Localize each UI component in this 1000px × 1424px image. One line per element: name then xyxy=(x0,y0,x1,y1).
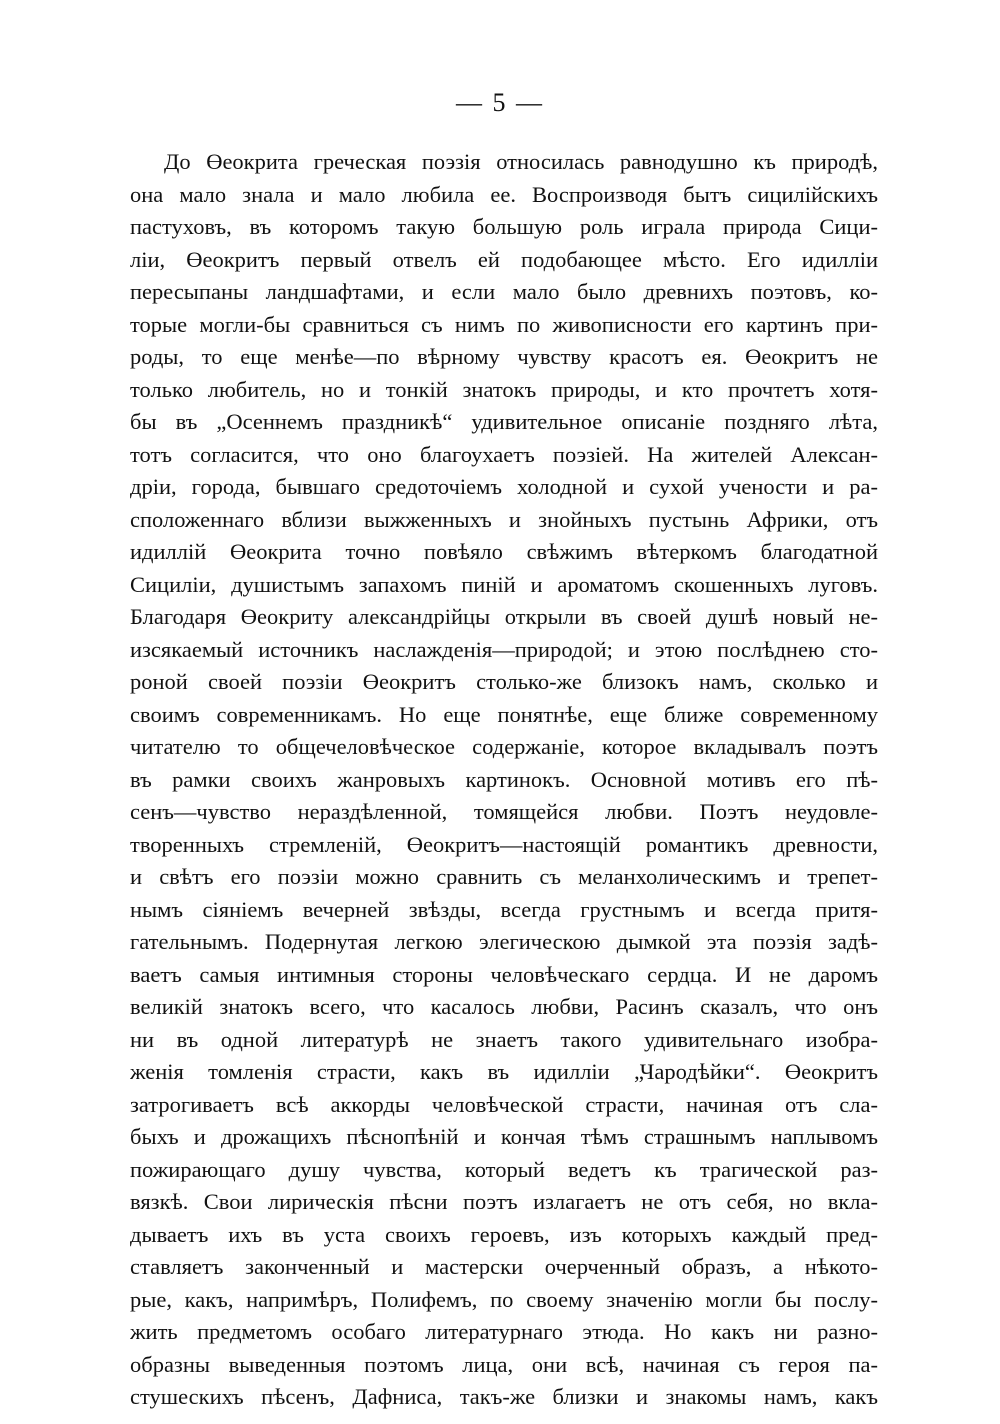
text-line: въ рамки своихъ жанровыхъ картинокъ. Основной мотивъ его пѣ- xyxy=(130,766,878,792)
text-line: великій знатокъ всего, что касалось любви, Расинъ сказалъ, что онъ xyxy=(130,994,878,1019)
text-line: торые могли-бы сравниться съ нимъ по живописности его картинъ при- xyxy=(130,311,878,337)
text-line: затрогиваетъ всѣ аккорды человѣческой страсти, начиная отъ сла- xyxy=(130,1091,878,1117)
text-line: женія томленія страсти, какъ въ идилліи „Чародѣйки“. Өеокритъ xyxy=(130,1059,878,1084)
text-line: читателю то общечеловѣческое содержаніе, которое вкладывалъ поэтъ xyxy=(130,734,878,759)
text-line: тотъ согласится, что оно благоухаетъ поэзіей. На жителей Алексан- xyxy=(130,441,878,467)
text-line: ліи, Өеокритъ первый отвелъ ей подобающее мѣсто. Его идилліи xyxy=(130,246,878,272)
text-line: пожирающаго душу чувства, который ведетъ къ трагической раз- xyxy=(130,1156,878,1182)
text-line: образны выведенныя поэтомъ лица, они всѣ, начиная съ героя па- xyxy=(130,1351,878,1377)
body-text xyxy=(130,146,878,1414)
text-line: нымъ сіяніемъ вечерней звѣзды, всегда грустнымъ и всегда притя- xyxy=(130,896,878,922)
text-line: дріи, города, бывшаго средоточіемъ холодной и сухой учености и ра- xyxy=(130,474,878,499)
text-line: и свѣтъ его поэзіи можно сравнить съ меланхолическимъ и трепет- xyxy=(130,864,878,889)
text-line: бы въ „Осеннемъ праздникѣ“ удивительное описаніе поздняго лѣта, xyxy=(130,409,878,434)
text-line: жить предметомъ особаго литературнаго этюда. Но какъ ни разно- xyxy=(130,1319,878,1344)
page-number: — 5 — xyxy=(456,88,544,117)
text-line: роды, то еще менѣе—по вѣрному чувству красотъ ея. Өеокритъ не xyxy=(130,344,878,369)
text-line: сположеннаго вблизи выжженныхъ и знойныхъ пустынь Африки, отъ xyxy=(130,506,878,532)
text-line: пастуховъ, въ которомъ такую большую роль играла природа Сици- xyxy=(130,214,878,239)
text-line: быхъ и дрожащихъ пѣснопѣній и кончая тѣмъ страшнымъ наплывомъ xyxy=(130,1124,878,1149)
text-line: Сициліи, душистымъ запахомъ пиній и ароматомъ скошенныхъ луговъ. xyxy=(130,571,878,597)
text-line: ставляетъ законченный и мастерски очерченный образъ, а нѣкото- xyxy=(130,1254,878,1279)
text-line: изсякаемый источникъ наслажденія—природой; и этою послѣднею сто- xyxy=(130,636,878,662)
text-line: сенъ—чувство нераздѣленной, томящейся любви. Поэтъ неудовле- xyxy=(130,799,878,824)
text-line: гательнымъ. Подернутая легкою элегическою дымкой эта поэзія задѣ- xyxy=(130,929,878,954)
text-line: До Өеокрита греческая поэзія относилась равнодушно къ природѣ, xyxy=(164,149,878,174)
text-line: творенныхъ стремленій, Өеокритъ—настоящій романтикъ древности, xyxy=(130,831,878,857)
text-line: роной своей поэзіи Өеокритъ столько-же близокъ намъ, сколько и xyxy=(130,669,878,694)
text-line: идиллій Өеокрита точно повѣяло свѣжимъ вѣтеркомъ благодатной xyxy=(130,539,878,564)
text-line: рые, какъ, напримѣръ, Полифемъ, по своему значенію могли бы послу- xyxy=(130,1286,878,1312)
text-line: только любитель, но и тонкій знатокъ природы, и кто прочтетъ хотя- xyxy=(130,376,878,402)
text-line: своимъ современникамъ. Но еще понятнѣе, еще ближе современному xyxy=(130,701,878,727)
text-line: вязкѣ. Свои лирическія пѣсни поэтъ излагаетъ не отъ себя, но вкла- xyxy=(130,1189,878,1214)
text-line: ни въ одной литературѣ не знаетъ такого удивительнаго изобра- xyxy=(130,1026,878,1052)
text-line: она мало знала и мало любила ее. Воспроизводя бытъ сицилійскихъ xyxy=(130,181,878,207)
text-line: стушескихъ пѣсенъ, Дафниса, такъ-же близки и знакомы намъ, какъ xyxy=(130,1384,878,1409)
text-line: дываетъ ихъ въ уста своихъ героевъ, изъ которыхъ каждый пред- xyxy=(130,1221,878,1247)
text-line: пересыпаны ландшафтами, и если мало было древнихъ поэтовъ, ко- xyxy=(130,279,878,304)
text-line: Благодаря Өеокриту александрійцы открыли въ своей душѣ новый не- xyxy=(130,604,878,629)
text-line: ваетъ самыя интимныя стороны человѣческаго сердца. И не даромъ xyxy=(130,961,878,987)
